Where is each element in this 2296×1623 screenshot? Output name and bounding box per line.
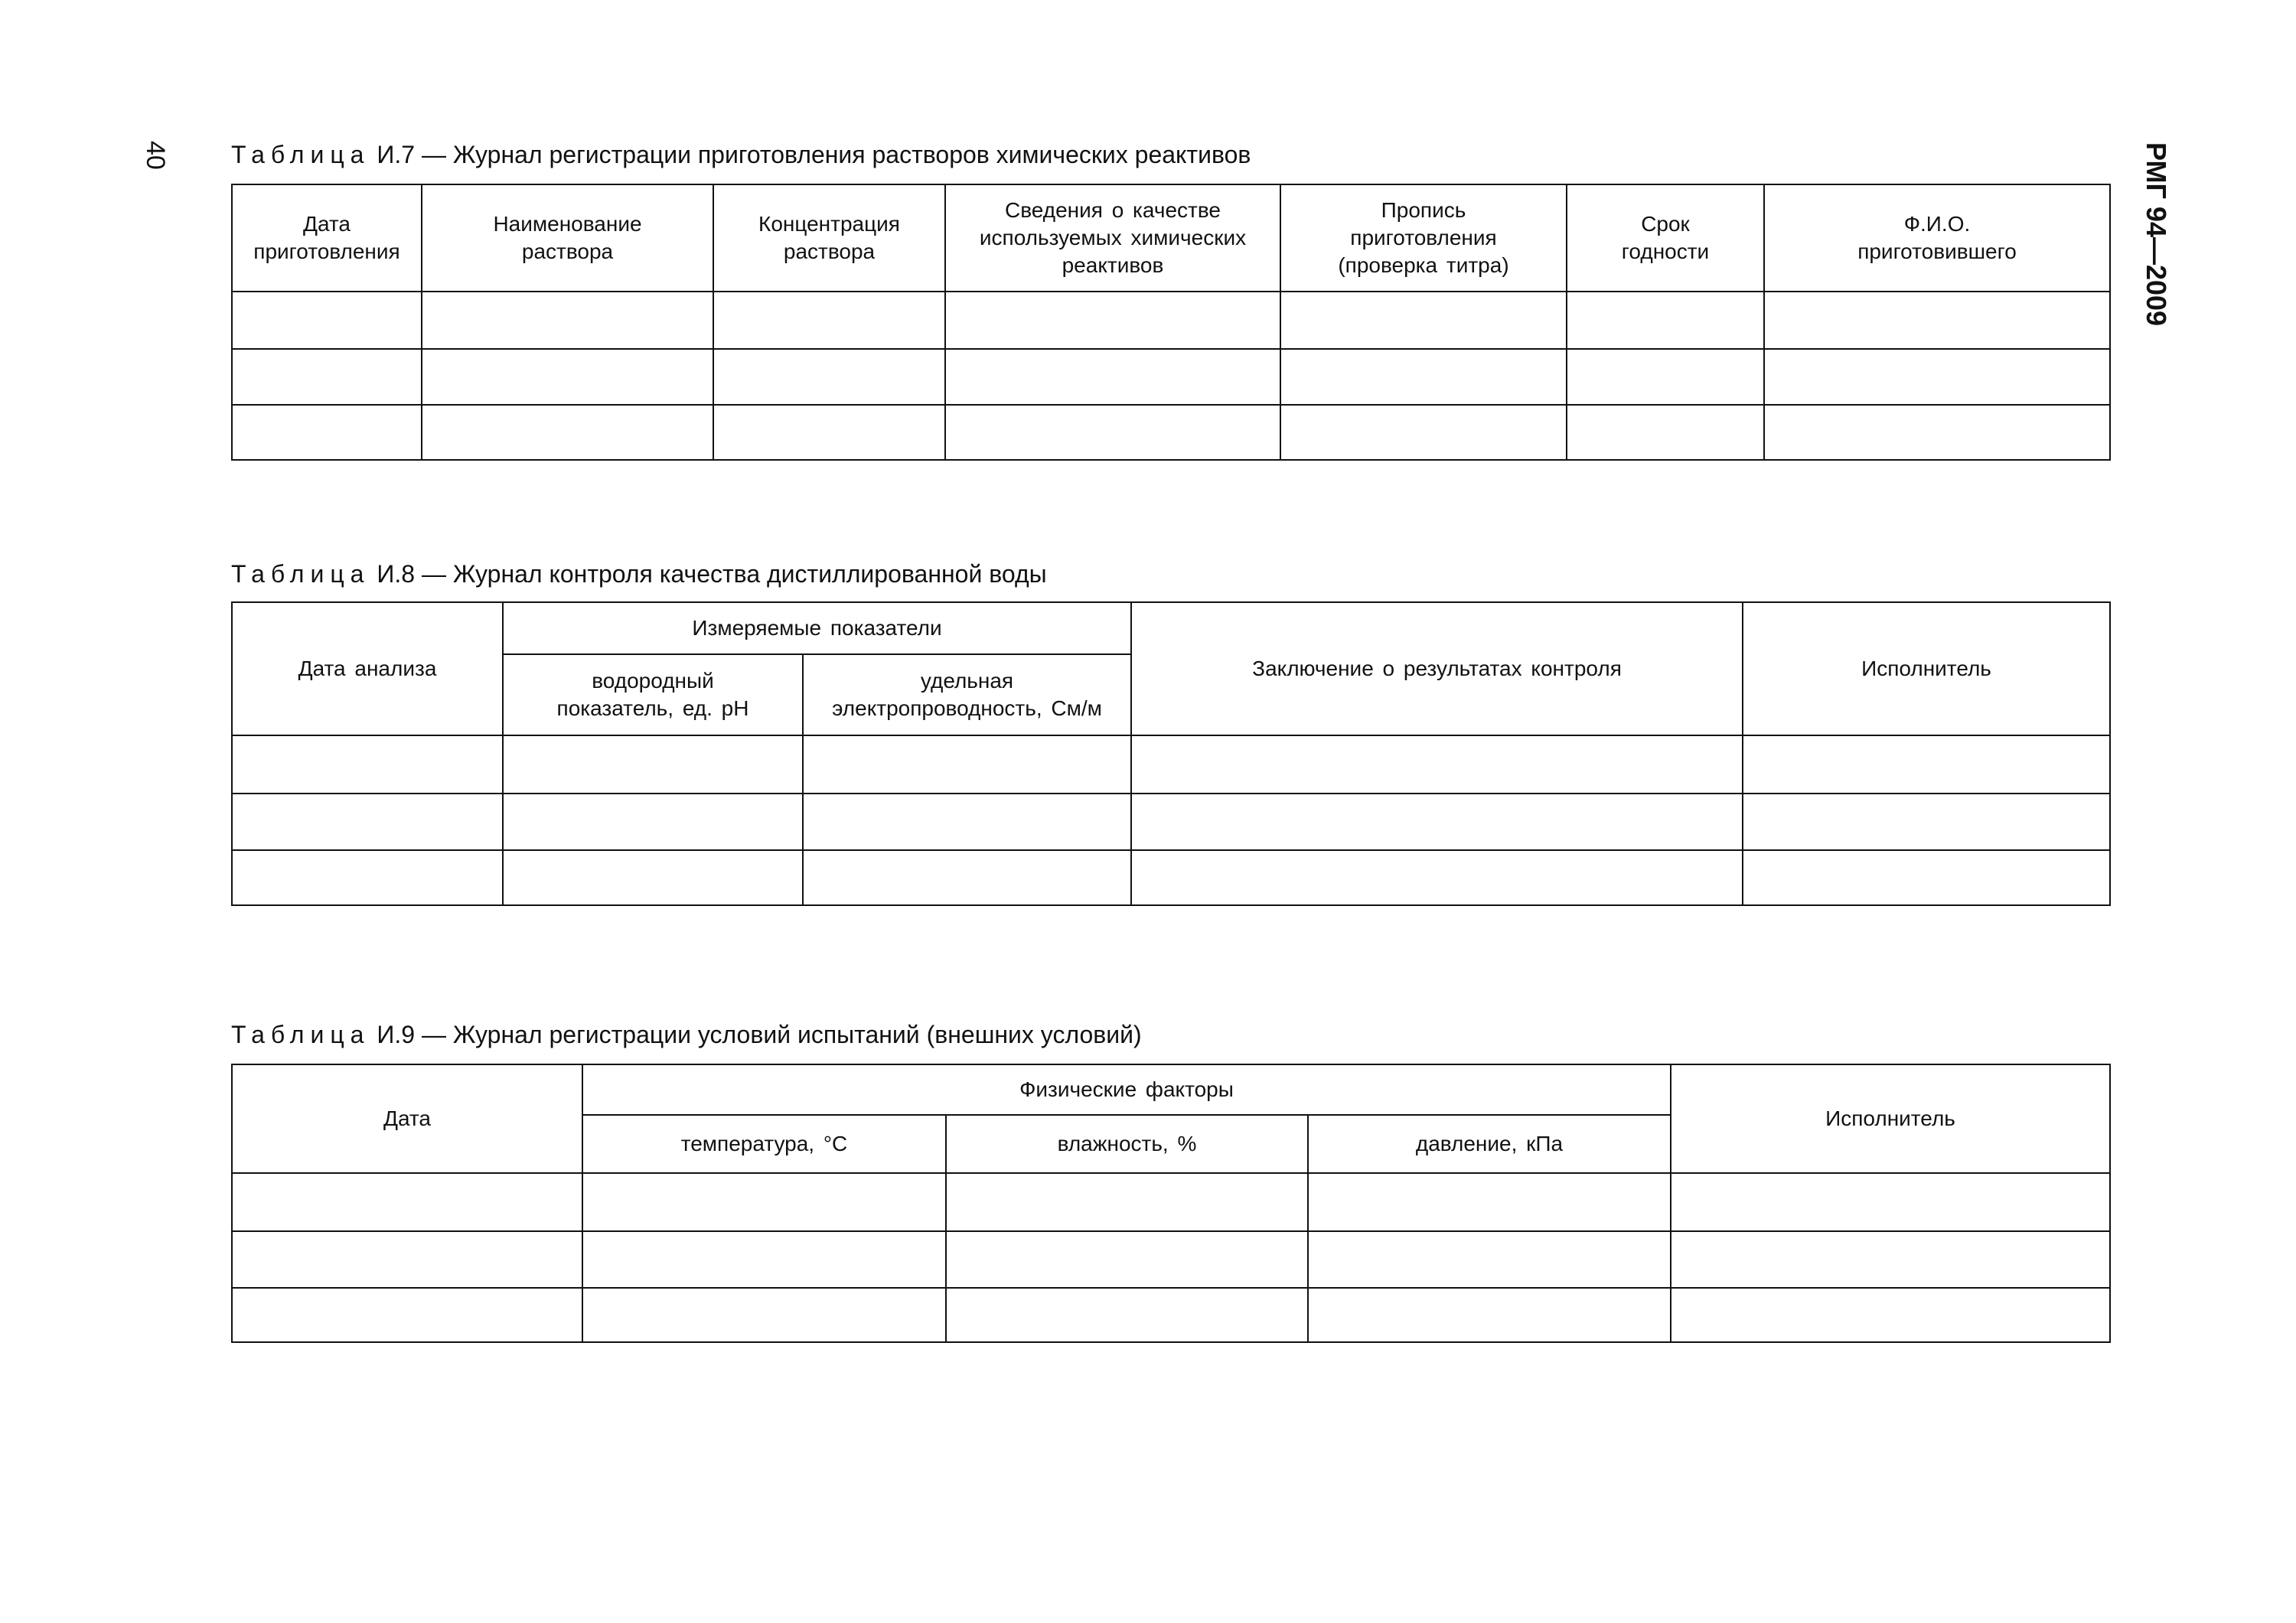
header-cell: Наименование раствора [422,184,713,292]
header-cell: давление, кПа [1308,1115,1671,1173]
table-i7 [231,184,2111,461]
table-row [232,292,2110,349]
header-cell: Дата [232,1064,582,1173]
header-cell: Дата приготовления [232,184,422,292]
table-caption-i7 [231,141,1251,169]
header-cell: Исполнитель [1743,602,2110,735]
table-header-row [232,602,2110,654]
header-cell: Исполнитель [1671,1064,2110,1173]
table-row [232,735,2110,794]
table-i9 [231,1064,2111,1343]
table-row [232,794,2110,850]
caption-text: И.9 — Журнал регистрации условий испытаний (внешних условий) [377,1021,1142,1048]
header-cell: Ф.И.О. приготовившего [1764,184,2110,292]
header-cell: температура, °С [582,1115,946,1173]
caption-label: Таблица [231,141,370,168]
table-header-row [232,1064,2110,1115]
table-row [232,1288,2110,1342]
header-cell: Срок годности [1567,184,1764,292]
header-cell: Пропись приготовления (проверка титра) [1280,184,1567,292]
table-header-row [232,184,2110,292]
table-caption-i8 [231,560,1047,588]
table-row [232,850,2110,905]
header-cell: Сведения о качестве используемых химических реактивов [945,184,1280,292]
header-cell: Физические факторы [582,1064,1671,1115]
page-number: 40 [141,141,170,170]
table-row [232,1231,2110,1288]
header-cell: водородный показатель, ед. pH [503,654,803,735]
header-cell: Измеряемые показатели [503,602,1131,654]
table-row [232,349,2110,405]
header-cell: Дата анализа [232,602,503,735]
document-code: РМГ 94—2009 [2141,142,2172,327]
caption-text: И.7 — Журнал регистрации приготовления растворов химических реактивов [377,141,1251,168]
header-cell: Заключение о результатах контроля [1131,602,1743,735]
table-row [232,1173,2110,1231]
header-cell: влажность, % [946,1115,1308,1173]
table-caption-i9 [231,1021,1142,1049]
caption-label: Таблица [231,1021,370,1048]
table-i8 [231,601,2111,906]
caption-text: И.8 — Журнал контроля качества дистиллированной воды [377,560,1047,588]
header-cell: удельная электропроводность, См/м [803,654,1131,735]
caption-label: Таблица [231,560,370,588]
table-row [232,405,2110,460]
header-cell: Концентрация раствора [713,184,945,292]
